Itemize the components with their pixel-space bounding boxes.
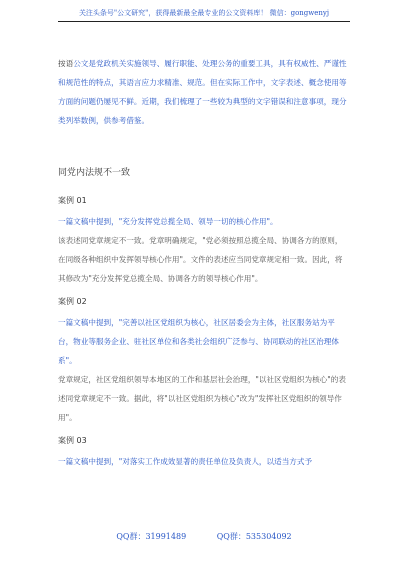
page-footer [0,531,408,542]
case-01 [58,191,350,288]
case-body: 该表述同党章规定不一致。党章明确规定，"党必须按照总揽全局、协调各方的原则，在同级各种组织中发挥领导核心作用"。文件的表述应当同党章规定相一致。因此，将其修改为"充分发挥党总揽全局、协调各方的领导核心作用"。 [58,236,343,283]
case-label: 案例 01 [58,196,87,205]
case-quote: 一篇文稿中提到，"充分发挥党总揽全局、领导一切的核心作用"。 [58,217,278,226]
page-header: 关注头条号"公文研究"，获得最新最全最专业的公文资料库！ 微信：gongwenyj [58,8,350,22]
footer-qq-group-1: QQ群：31991489 [116,532,187,541]
intro-text: 公文是党政机关实施领导、履行职能、处理公务的重要工具，具有权威性、严谨性和规范性的特点，其语言应力求精准、规范。但在实际工作中，文字表述、概念使用等方面的问题仍屡见不鲜。近期，我们梳理了一些较为典型的文字错误和注意事项，现分类列举数例，供参考借鉴。 [58,59,347,125]
footer-qq-group-2: QQ群：535304092 [216,532,292,541]
intro-lead: 按语 [58,59,74,68]
case-label: 案例 02 [58,297,87,306]
document-body [58,54,350,471]
intro-paragraph [58,54,350,130]
case-03 [58,431,350,471]
section-title: 同党内法规不一致 [58,168,131,178]
case-quote: 一篇文稿中提到，"完善以社区党组织为核心，社区居委会为主体，社区服务站为平台，物业等服务企业、驻社区单位和各类社会组织广泛参与、协同联动的社区治理体系"。 [58,318,339,365]
case-label: 案例 03 [58,436,87,445]
case-02 [58,292,350,427]
case-body: 党章规定，社区党组织领导本地区的工作和基层社会治理，"以社区党组织为核心"的表述同党章规定不一致。据此，将"以社区党组织为核心"改为"发挥社区党组织的领导作用"。 [58,375,346,422]
case-quote: 一篇文稿中提到，"对落实工作成效显著的责任单位及负责人，以适当方式予 [58,457,313,466]
